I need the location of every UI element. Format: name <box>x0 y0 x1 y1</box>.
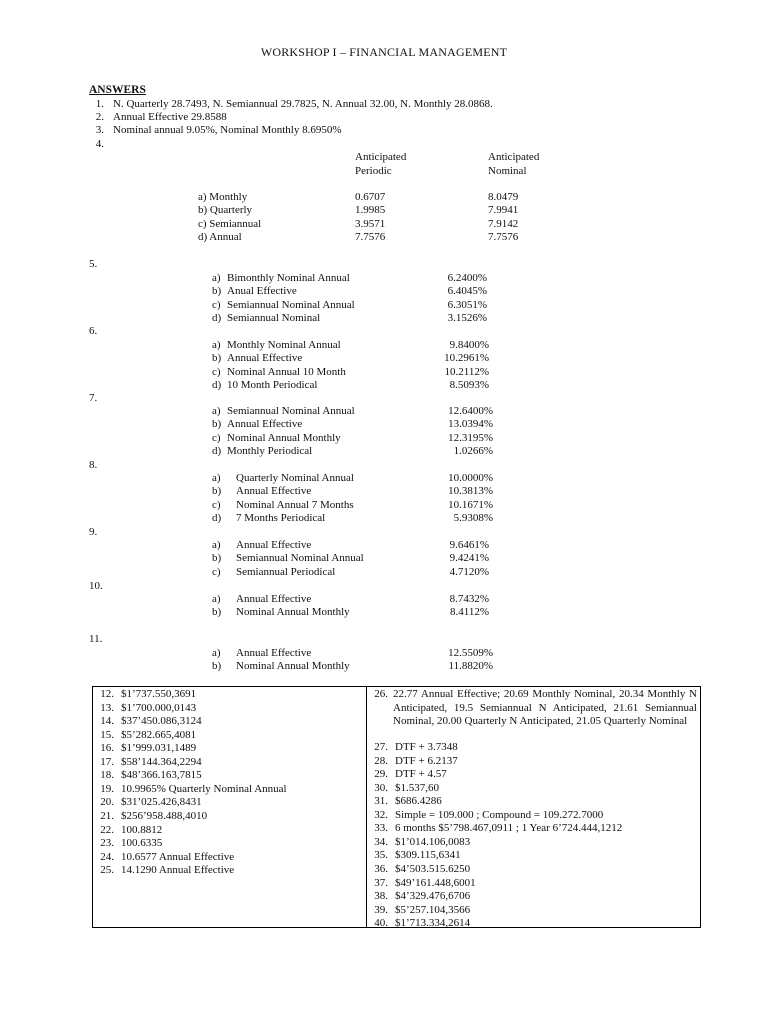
answer-value: 8.5093% <box>449 379 489 392</box>
q4-row-label: a) Monthly <box>198 191 248 203</box>
q4-col-periodic-header: Anticipated <box>355 151 407 163</box>
table-row <box>366 822 622 836</box>
table-row <box>92 742 196 756</box>
table-row <box>92 769 202 783</box>
question-number: 9. <box>89 526 98 538</box>
q4-row-nominal: 7.7576 <box>488 231 519 243</box>
answer-value: 12.3195% <box>448 431 493 444</box>
answer-letter: c) <box>212 365 221 378</box>
table-row-text: Simple = 109.000 ; Compound = 109.272.7000 <box>395 808 604 821</box>
q4-row-label: b) Quarterly <box>198 204 253 216</box>
table-row-number: 30. <box>374 781 388 794</box>
answer-value: 6.2400% <box>447 272 487 284</box>
table-row-text: 14.1290 Annual Effective <box>121 864 235 877</box>
answer-value: 10.3813% <box>448 485 493 498</box>
table-row-text: 10.9965% Quarterly Nominal Annual <box>121 782 287 795</box>
answer-value: 5.9308% <box>453 512 493 525</box>
answer-letter: c) <box>212 431 221 444</box>
table-row <box>366 836 470 850</box>
table-row-number: 14. <box>100 715 114 728</box>
q4-row-nominal: 8.0479 <box>488 191 519 203</box>
answer-label: Monthly Periodical <box>227 445 313 458</box>
table-row-number: 31. <box>374 795 388 808</box>
answer-letter: b) <box>212 660 222 673</box>
answer-letter: b) <box>212 352 222 365</box>
table-row-number: 17. <box>100 755 114 768</box>
question-number: 11. <box>89 633 103 645</box>
answer-label: Semiannual Nominal <box>227 312 321 325</box>
table-row-text: DTF + 3.7348 <box>395 741 458 753</box>
table-row <box>366 809 603 823</box>
q4-row-periodic: 1.9985 <box>355 204 386 216</box>
answer-letter: d) <box>212 379 222 392</box>
answer-label: Anual Effective <box>227 285 297 298</box>
answer-value: 11.8820% <box>448 660 493 673</box>
table-row-number: 20. <box>100 796 114 809</box>
answer-letter: a) <box>212 272 221 284</box>
list-item-text: Annual Effective 29.8588 <box>113 111 227 123</box>
answer-label: 7 Months Periodical <box>236 512 326 525</box>
table-row-text: $5’257.104,3566 <box>395 903 471 916</box>
table-row-text: 100.6335 <box>121 837 163 850</box>
answer-label: Nominal Annual Monthly <box>227 431 341 444</box>
answer-value: 8.4112% <box>449 606 489 619</box>
answer-label: Monthly Nominal Annual <box>227 339 341 351</box>
answer-value: 8.7432% <box>449 593 489 605</box>
table-row-number: 28. <box>374 754 388 767</box>
q4-row-periodic: 3.9571 <box>355 218 386 230</box>
table-row <box>92 729 196 743</box>
question-number: 6. <box>89 325 98 337</box>
answer-label: Annual Effective <box>236 485 312 498</box>
table-row-text: $49’161.448,6001 <box>395 876 476 889</box>
question-number: 10. <box>89 580 103 592</box>
table-row-number: 38. <box>374 890 388 903</box>
table-row-text: 22.77 Annual Effective; 20.69 Monthly Nominal, 20.34 Monthly N Anticipated, 19.5 Semiannual N Anticipated, 21.61 Semiannual Nominal, 20.00 Quarterly N Anticipated, 21.05 Quarterly Nominal <box>393 688 697 727</box>
table-row-number: 21. <box>100 809 114 822</box>
table-row-number: 33. <box>374 822 388 835</box>
q4-row-nominal: 7.9941 <box>488 204 519 216</box>
answer-value: 4.7120% <box>449 565 489 578</box>
table-row <box>366 877 476 891</box>
table-row-text: $48’366.163,7815 <box>121 769 202 782</box>
answer-label: Semiannual Nominal Annual <box>227 298 355 311</box>
table-row-text: $686.4286 <box>395 795 442 808</box>
answer-value: 12.5509% <box>448 647 493 659</box>
table-row-text: $58’144.364,2294 <box>121 755 202 768</box>
answer-letter: c) <box>212 565 221 578</box>
q4-row-label: c) Semiannual <box>198 218 262 230</box>
list-item-number: 4. <box>95 138 104 150</box>
answer-label: Semiannual Nominal Annual <box>227 405 355 417</box>
answer-letter: a) <box>212 593 221 605</box>
answer-value: 10.2961% <box>444 352 489 365</box>
table-row <box>366 863 470 877</box>
q4-col-periodic-header: Periodic <box>355 165 392 177</box>
list-item-number: 1. <box>95 98 104 110</box>
answer-letter: b) <box>212 285 222 298</box>
question-number: 8. <box>89 459 98 471</box>
table-row <box>366 782 439 796</box>
q4-row-periodic: 0.6707 <box>355 191 386 203</box>
table-row <box>366 849 461 863</box>
table-row-number: 37. <box>374 876 388 889</box>
table-row <box>92 688 196 702</box>
table-row <box>92 810 207 824</box>
answer-letter: b) <box>212 418 222 431</box>
table-row-text: $1’014.106,0083 <box>395 835 471 848</box>
table-row-number: 27. <box>374 741 388 753</box>
answer-value: 9.8400% <box>449 339 489 351</box>
answer-label: Annual Effective <box>227 418 303 431</box>
answer-label: Nominal Annual 7 Months <box>236 498 354 511</box>
table-row-text: 6 months $5’798.467,0911 ; 1 Year 6’724.444,1212 <box>395 822 623 835</box>
q4-col-nominal-header: Anticipated <box>488 151 540 163</box>
answer-label: Nominal Annual 10 Month <box>227 365 346 378</box>
table-row <box>366 904 470 918</box>
table-row-number: 19. <box>100 782 114 795</box>
answer-letter: b) <box>212 485 222 498</box>
list-item-text: N. Quarterly 28.7493, N. Semiannual 29.7825, N. Annual 32.00, N. Monthly 28.0868. <box>113 98 493 110</box>
answer-value: 6.4045% <box>447 285 487 298</box>
answer-letter: b) <box>212 552 222 565</box>
list-item-number: 3. <box>95 124 104 136</box>
q4-row-periodic: 7.7576 <box>355 231 386 243</box>
answer-label: Semiannual Periodical <box>236 565 336 578</box>
answer-letter: d) <box>212 512 222 525</box>
answer-label: Annual Effective <box>227 352 303 365</box>
table-row-text: $4’503.515.6250 <box>395 862 471 875</box>
table-row-number: 13. <box>100 701 114 714</box>
table-row-number: 40. <box>374 917 388 930</box>
answer-value: 12.6400% <box>448 405 493 417</box>
answer-letter: d) <box>212 445 222 458</box>
answer-label: Quarterly Nominal Annual <box>236 472 354 484</box>
table-row-number: 24. <box>100 850 114 863</box>
table-row-number: 23. <box>100 837 114 850</box>
answer-letter: a) <box>212 647 221 659</box>
question-number: 7. <box>89 392 98 404</box>
answer-value: 9.4241% <box>449 552 489 565</box>
answer-value: 10.2112% <box>444 365 489 378</box>
table-row-text: 10.6577 Annual Effective <box>121 850 235 863</box>
answer-label: Bimonthly Nominal Annual <box>227 272 350 284</box>
table-row-number: 39. <box>374 903 388 916</box>
answer-label: Annual Effective <box>236 539 312 551</box>
table-row <box>366 755 458 769</box>
table-row-text: $309.115,6341 <box>395 849 461 862</box>
answers-heading: ANSWERS <box>89 84 146 96</box>
table-row <box>366 768 447 782</box>
table-row <box>92 796 202 810</box>
table-row <box>366 890 470 904</box>
table-row <box>92 702 196 716</box>
answer-label: Annual Effective <box>236 647 312 659</box>
answer-value: 10.0000% <box>448 472 493 484</box>
q4-row-label: d) Annual <box>198 231 242 243</box>
list-item-number: 2. <box>95 111 104 123</box>
answer-letter: c) <box>212 298 221 311</box>
table-row-number: 32. <box>374 808 388 821</box>
table-row <box>366 917 470 931</box>
page-title: WORKSHOP I – FINANCIAL MANAGEMENT <box>260 45 508 59</box>
answer-label: Nominal Annual Monthly <box>236 660 350 673</box>
table-row <box>92 837 162 851</box>
table-row-text: $1’713.334,2614 <box>395 917 471 930</box>
table-row-text: DTF + 4.57 <box>395 768 447 781</box>
table-row-number: 36. <box>374 862 388 875</box>
table-row-text: $1’700.000,0143 <box>121 701 197 714</box>
answer-value: 13.0394% <box>448 418 493 431</box>
table-row-number: 35. <box>374 849 388 862</box>
answer-value: 10.1671% <box>448 498 493 511</box>
answer-letter: a) <box>212 539 221 551</box>
table-row <box>92 783 287 797</box>
table-row-text: $37’450.086,3124 <box>121 715 202 728</box>
table-row <box>366 741 458 755</box>
table-row <box>92 864 234 878</box>
table-row-number: 34. <box>374 835 388 848</box>
table-row <box>92 824 162 838</box>
answer-label: 10 Month Periodical <box>227 379 318 392</box>
table-row-number: 15. <box>100 728 114 741</box>
q4-col-nominal-header: Nominal <box>488 165 527 177</box>
answer-value: 3.1526% <box>447 312 487 325</box>
table-row-number: 29. <box>374 768 388 781</box>
answer-letter: a) <box>212 339 221 351</box>
answer-value: 1.0266% <box>453 445 493 458</box>
table-row <box>92 715 202 729</box>
table-row-text: $31’025.426,8431 <box>121 796 202 809</box>
answer-letter: b) <box>212 606 222 619</box>
table-row-text: 100.8812 <box>121 823 163 836</box>
table-row-text: $256’958.488,4010 <box>121 809 208 822</box>
table-row <box>366 795 442 809</box>
table-row-number: 18. <box>100 769 114 782</box>
table-row-text: $1.537,60 <box>395 781 439 794</box>
table-row-text: $1’737.550,3691 <box>121 688 197 700</box>
table-row-number: 12. <box>100 688 114 700</box>
table-row-number: 26. <box>374 688 388 700</box>
table-row-number: 25. <box>100 864 114 877</box>
answer-value: 9.6461% <box>449 539 489 551</box>
table-row-text: DTF + 6.2137 <box>395 754 458 767</box>
answer-label: Annual Effective <box>236 593 312 605</box>
list-item-text: Nominal annual 9.05%, Nominal Monthly 8.6950% <box>113 124 342 136</box>
answer-letter: d) <box>212 312 222 325</box>
answer-label: Semiannual Nominal Annual <box>236 552 364 565</box>
table-row-text: $1’999.031,1489 <box>121 742 197 755</box>
answer-value: 6.3051% <box>447 298 487 311</box>
table-row <box>92 851 234 865</box>
answer-letter: a) <box>212 405 221 417</box>
q4-row-nominal: 7.9142 <box>488 218 519 230</box>
table-row-text: $4’329.476,6706 <box>395 890 471 903</box>
answer-letter: a) <box>212 472 221 484</box>
question-number: 5. <box>89 258 98 270</box>
table-row-number: 22. <box>100 823 114 836</box>
table-row-text: $5’282.665,4081 <box>121 728 197 741</box>
answer-letter: c) <box>212 498 221 511</box>
table-row <box>92 756 202 770</box>
table-row-number: 16. <box>100 742 114 755</box>
answer-label: Nominal Annual Monthly <box>236 606 350 619</box>
